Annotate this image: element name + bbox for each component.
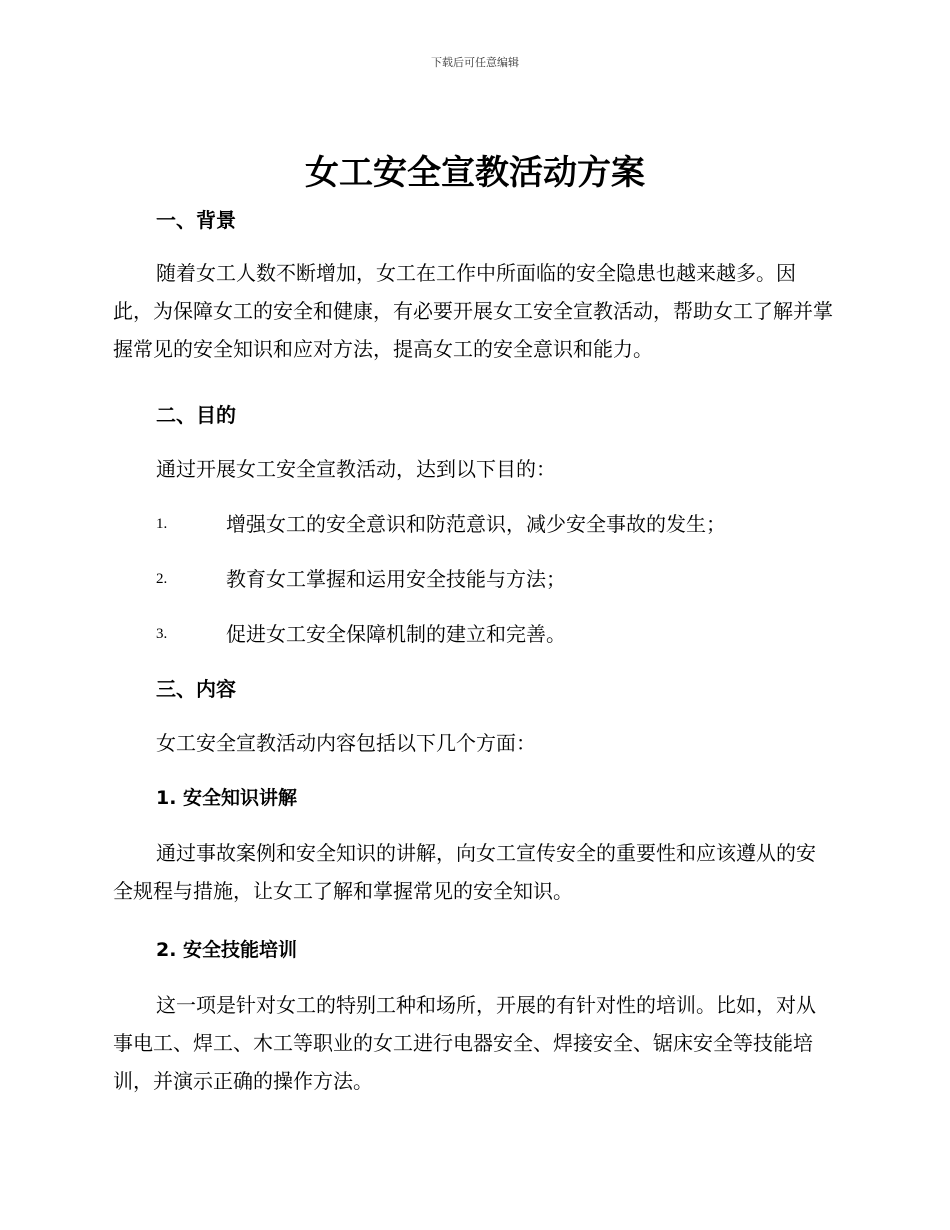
list-number: 3. [156, 626, 168, 642]
list-text: 促进女工安全保障机制的建立和完善。 [226, 622, 566, 646]
section-heading-content: 三、内容 [156, 677, 236, 701]
document-title: 女工安全宣教活动方案 [305, 153, 645, 193]
skills-paragraph: 这一项是针对女工的特别工种和场所，开展的有针对性的培训。比如，对从事电工、焊工、木工等职业的女工进行电器安全、焊接安全、锯床安全等技能培训，并演示正确的操作方法。 [113, 993, 816, 1093]
purpose-list-item [156, 509, 836, 539]
purpose-list-item [156, 619, 836, 649]
purpose-intro: 通过开展女工安全宣教活动，达到以下目的： [156, 457, 556, 481]
section-heading-purpose: 二、目的 [156, 403, 236, 427]
background-paragraph: 随着女工人数不断增加，女工在工作中所面临的安全隐患也越来越多。因此，为保障女工的安全和健康，有必要开展女工安全宣教活动，帮助女工了解并掌握常见的安全知识和应对方法，提高女工的安全意识和能力。 [113, 261, 833, 361]
list-number: 1. [156, 516, 168, 532]
list-text: 教育女工掌握和运用安全技能与方法； [226, 567, 566, 591]
section-heading-background: 一、背景 [156, 208, 236, 232]
header-note: 下载后可任意编辑 [431, 56, 519, 69]
subsection-heading-knowledge: 1. 安全知识讲解 [156, 787, 298, 809]
list-number: 2. [156, 571, 168, 587]
knowledge-paragraph: 通过事故案例和安全知识的讲解，向女工宣传安全的重要性和应该遵从的安全规程与措施，让女工了解和掌握常见的安全知识。 [113, 841, 816, 903]
purpose-list-item [156, 564, 836, 594]
list-text: 增强女工的安全意识和防范意识，减少安全事故的发生； [226, 512, 726, 536]
content-intro: 女工安全宣教活动内容包括以下几个方面： [156, 731, 536, 755]
subsection-heading-skills: 2. 安全技能培训 [156, 939, 298, 961]
